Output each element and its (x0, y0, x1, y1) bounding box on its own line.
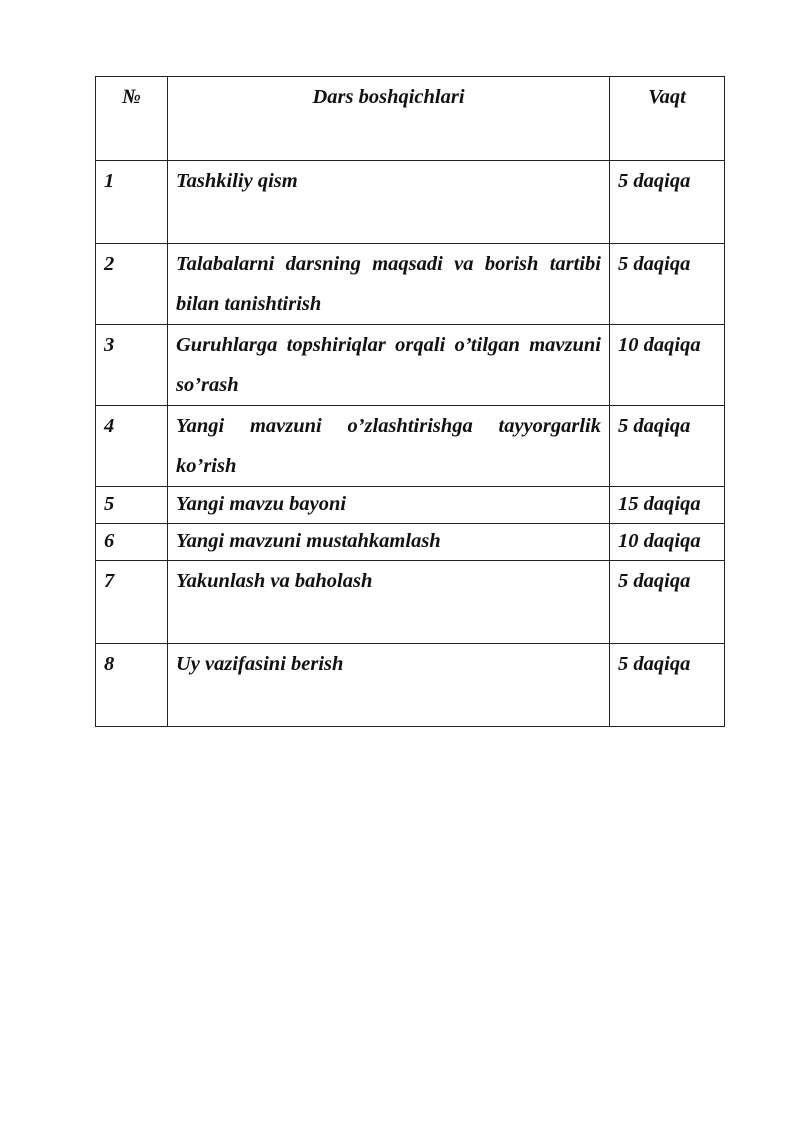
row-number: 8 (96, 644, 168, 727)
row-number: 3 (96, 325, 168, 406)
row-stage: Yangi mavzuni mustahkamlash (168, 524, 610, 561)
table-row (96, 406, 725, 487)
row-time: 5 daqiqa (610, 161, 725, 244)
row-time: 10 daqiqa (610, 524, 725, 561)
table-row (96, 524, 725, 561)
table-header-row (96, 77, 725, 161)
row-number: 4 (96, 406, 168, 487)
row-stage: Yangi mavzuni o’zlashtirishga tayyorgarlik ko’rish (168, 406, 610, 487)
row-number: 7 (96, 561, 168, 644)
row-time: 10 daqiqa (610, 325, 725, 406)
row-stage: Talabalarni darsning maqsadi va borish tartibi bilan tanishtirish (168, 244, 610, 325)
row-number: 1 (96, 161, 168, 244)
header-number: № (96, 77, 168, 161)
table-row (96, 161, 725, 244)
row-number: 2 (96, 244, 168, 325)
row-stage: Tashkiliy qism (168, 161, 610, 244)
table-row (96, 644, 725, 727)
row-time: 15 daqiqa (610, 487, 725, 524)
table-row (96, 561, 725, 644)
lesson-stages-table (95, 76, 725, 727)
row-stage: Guruhlarga topshiriqlar orqali o’tilgan mavzuni so’rash (168, 325, 610, 406)
header-time: Vaqt (610, 77, 725, 161)
row-time: 5 daqiqa (610, 244, 725, 325)
table-row (96, 244, 725, 325)
row-time: 5 daqiqa (610, 406, 725, 487)
table-row (96, 325, 725, 406)
row-stage: Yangi mavzu bayoni (168, 487, 610, 524)
row-stage: Uy vazifasini berish (168, 644, 610, 727)
row-number: 6 (96, 524, 168, 561)
row-time: 5 daqiqa (610, 644, 725, 727)
row-number: 5 (96, 487, 168, 524)
header-stage: Dars boshqichlari (168, 77, 610, 161)
table-row (96, 487, 725, 524)
row-time: 5 daqiqa (610, 561, 725, 644)
row-stage: Yakunlash va baholash (168, 561, 610, 644)
